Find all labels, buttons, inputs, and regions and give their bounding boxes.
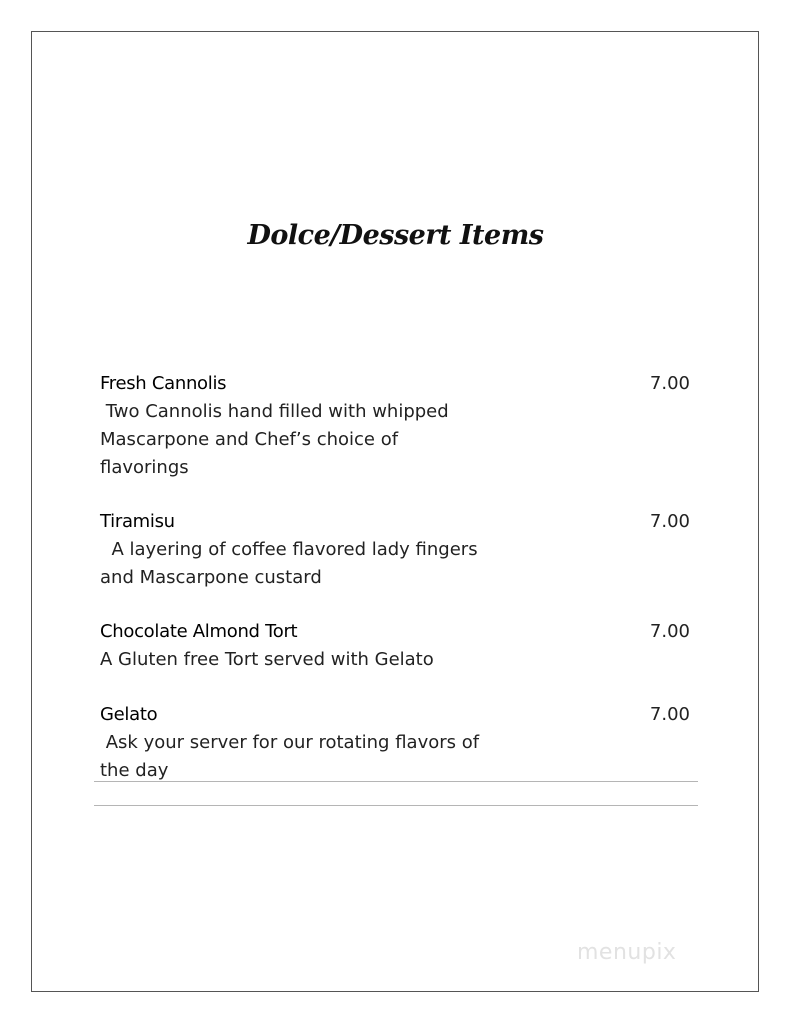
- watermark-logo: menupix: [577, 940, 677, 965]
- item-name: Gelato: [100, 704, 158, 725]
- menu-item-tiramisu: [100, 508, 692, 592]
- menu-title: Dolce/Dessert Items: [247, 220, 544, 251]
- item-description: Ask your server for our rotating flavors of the day: [100, 732, 480, 781]
- menu-item-chocolate-almond-tort: [100, 618, 692, 674]
- item-description: A Gluten free Tort served with Gelato: [100, 649, 434, 670]
- item-name: Chocolate Almond Tort: [100, 621, 298, 642]
- item-name: Fresh Cannolis: [100, 373, 227, 394]
- divider-line: [94, 781, 698, 782]
- menu-item-gelato: [100, 701, 692, 785]
- item-price: 7.00: [649, 511, 690, 532]
- item-description: Two Cannolis hand filled with whipped Mascarpone and Chef’s choice of flavorings: [100, 401, 449, 478]
- item-price: 7.00: [649, 621, 690, 642]
- divider-line: [94, 805, 698, 806]
- item-description: A layering of coffee flavored lady fingers and Mascarpone custard: [100, 539, 478, 588]
- item-price: 7.00: [649, 373, 690, 394]
- item-price: 7.00: [649, 704, 690, 725]
- item-name: Tiramisu: [100, 511, 175, 532]
- menu-item-fresh-cannolis: [100, 370, 692, 482]
